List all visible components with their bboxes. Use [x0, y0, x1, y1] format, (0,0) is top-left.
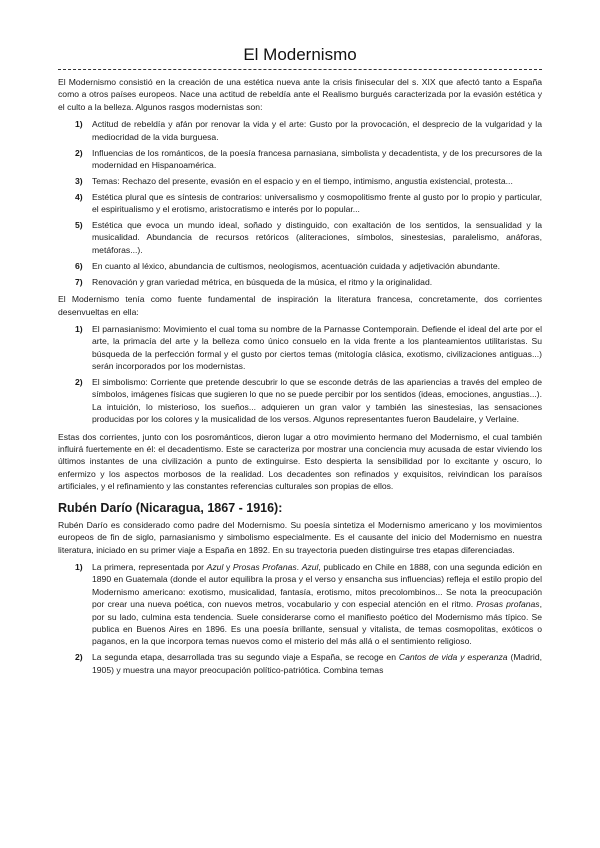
fuente-paragraph: El Modernismo tenía como fuente fundamental de inspiración la literatura francesa, concretamente, dos corrientes desenvueltas en ella: — [58, 294, 542, 317]
list-item-text: Renovación y gran variedad métrica, en búsqueda de la música, el ritmo y la originalidad. — [92, 276, 433, 287]
list-item-text: Estética que evoca un mundo ideal, soñado y distinguido, con exaltación de los sentidos, la sensualidad y la musicalidad. Abundancia de recursos retóricos (aliteraciones, símbolos, sinestesias, paralelismo, anáforas, metáforas...). — [92, 220, 542, 255]
page-title: El Modernismo — [243, 45, 357, 64]
decadentismo-paragraph: Estas dos corrientes, junto con los posrománticos, dieron lugar a otro movimiento hermano del Modernismo, el cual también influirá fuertemente en él: el decadentismo. Este se caracteriza por mostrar una conciencia muy acusada de estar viviendo los últimos instantes de una civilización a punto de extinguirse. Esto despierta la sensibilidad por lo excitante y oscuro, lo enfermizo y los aspectos morbosos de la realidad. Los decadentes son refinados y exquisitos, reivindican los paraísos artificiales, y el refinamiento y las constantes referencias culturales son propias de ellos. — [58, 431, 542, 492]
list-item-text: Actitud de rebeldía y afán por renovar la vida y el arte: Gusto por la provocación, el desprecio de la vulgaridad y la mediocridad de la vida burguesa. — [92, 119, 542, 142]
list-item — [75, 147, 542, 172]
list-item — [75, 561, 542, 648]
intro-paragraph: El Modernismo consistió en la creación de una estética nueva ante la crisis finisecular del s. XIX que afectó tanto a España como a otros países europeos. Nace una actitud de rebeldía ante el Realismo burgués caracterizada por la evasión estética y el culto a la belleza. Algunos rasgos modernistas son: — [58, 77, 542, 112]
list-item-text: La segunda etapa, desarrollada tras su segundo viaje a España, se recoge en Cantos de vida y esperanza (Madrid, 1905) y muestra una mayor preocupación político-patriótica. Combina temas — [92, 652, 542, 675]
list-number: 2) — [75, 652, 83, 663]
list-item — [75, 118, 542, 143]
list-number: 1) — [75, 561, 83, 572]
list-item-text: El parnasianismo: Movimiento el cual toma su nombre de la Parnasse Contemporain. Defiende el ideal del arte por el arte, la primacía del arte y la belleza como único consuelo en la vida frente a los planteamientos utilitaristas. Su búsqueda de la perfección formal y el gusto por ciertos temas (mitología clásica, exotismo, civilizaciones antiguas...) serán incorporados por los modernistas. — [92, 323, 542, 372]
list-number: 2) — [75, 377, 83, 388]
list-item-text: La primera, representada por Azul y Prosas Profanas. Azul, publicado en Chile en 1888, con una segunda edición en 1890 en Guatemala (donde el autor equilibra la prosa y el verso y ensancha sus influencias) refleja el estilo propio del Modernismo americano: exotismo, musicalidad, fantasía, erotismo, mitos precolombinos... Se nota la preocupación por crear una nueva poética, con nuevos metros, vocabulario y con especial atención en el ritmo. Prosas profanas, por su lado, culmina esta tendencia. Suele considerarse como el manifiesto poético del Modernismo más típico. Se publica en Buenos Aires en 1896. Es una poesía brillante, sensual y vitalista, de temas cosmopolitas, exóticos o paganos, en la que incorpora temas nuevos como el misterio del más allá o el sentimiento religioso. — [92, 561, 542, 647]
list-item — [75, 219, 542, 256]
rasgos-list — [58, 118, 542, 288]
list-number: 5) — [75, 220, 83, 231]
list-number: 1) — [75, 323, 83, 334]
list-item — [75, 376, 542, 426]
title-divider — [58, 69, 542, 70]
list-item-text: Temas: Rechazo del presente, evasión en el espacio y en el tiempo, intimismo, angustia existencial, protesta... — [92, 175, 513, 186]
list-number: 6) — [75, 260, 83, 271]
list-number: 4) — [75, 191, 83, 202]
list-item-text: Estética plural que es síntesis de contrarios: universalismo y cosmopolitismo frente al gusto por lo propio y particular, el espiritualismo y el erotismo, aristocratismo e interés por lo popular... — [92, 191, 542, 215]
list-item — [75, 175, 542, 187]
list-item — [75, 651, 542, 676]
dario-intro-paragraph: Rubén Darío es considerado como padre del Modernismo. Su poesía sintetiza el Modernismo americano y los movimientos europeos de fin de siglo, parnasianismo y simbolismo especialmente. Es el causante del inicio del Modernismo en nuestra literatura, iniciado en su primer viaje a España en 1892. En su trayectoria pueden distinguirse tres etapas diferenciadas. — [58, 519, 542, 555]
list-item-text: En cuanto al léxico, abundancia de cultismos, neologismos, acentuación cuidada y adjetivación abundante. — [92, 260, 500, 271]
list-item — [75, 260, 542, 272]
list-item — [75, 323, 542, 373]
corrientes-list — [58, 323, 542, 426]
list-number: 7) — [75, 276, 83, 287]
etapas-list — [58, 561, 542, 676]
list-number: 2) — [75, 147, 83, 158]
list-item — [75, 191, 542, 216]
list-number: 3) — [75, 175, 83, 186]
section-heading-dario: Rubén Darío (Nicaragua, 1867 - 1916): — [58, 500, 283, 515]
list-number: 1) — [75, 119, 83, 130]
list-item-text: El simbolismo: Corriente que pretende descubrir lo que se esconde detrás de las apariencias a través del empleo de símbolos, imágenes físicas que sugieren lo que no se puede percibir por los sentidos (ideas, emociones, angustias...). La intuición, lo misterioso, los sueños... adquieren un gran valor y también las sinestesias, las sensaciones producidas por los colores y la musicalidad de los versos. Algunos representantes fueron Baudelaire, y Verlaine. — [92, 377, 542, 425]
list-item — [75, 276, 542, 288]
list-item-text: Influencias de los románticos, de la poesía francesa parnasiana, simbolista y decadentista, y de los precursores de la modernidad en Hispanoamérica. — [92, 147, 542, 170]
